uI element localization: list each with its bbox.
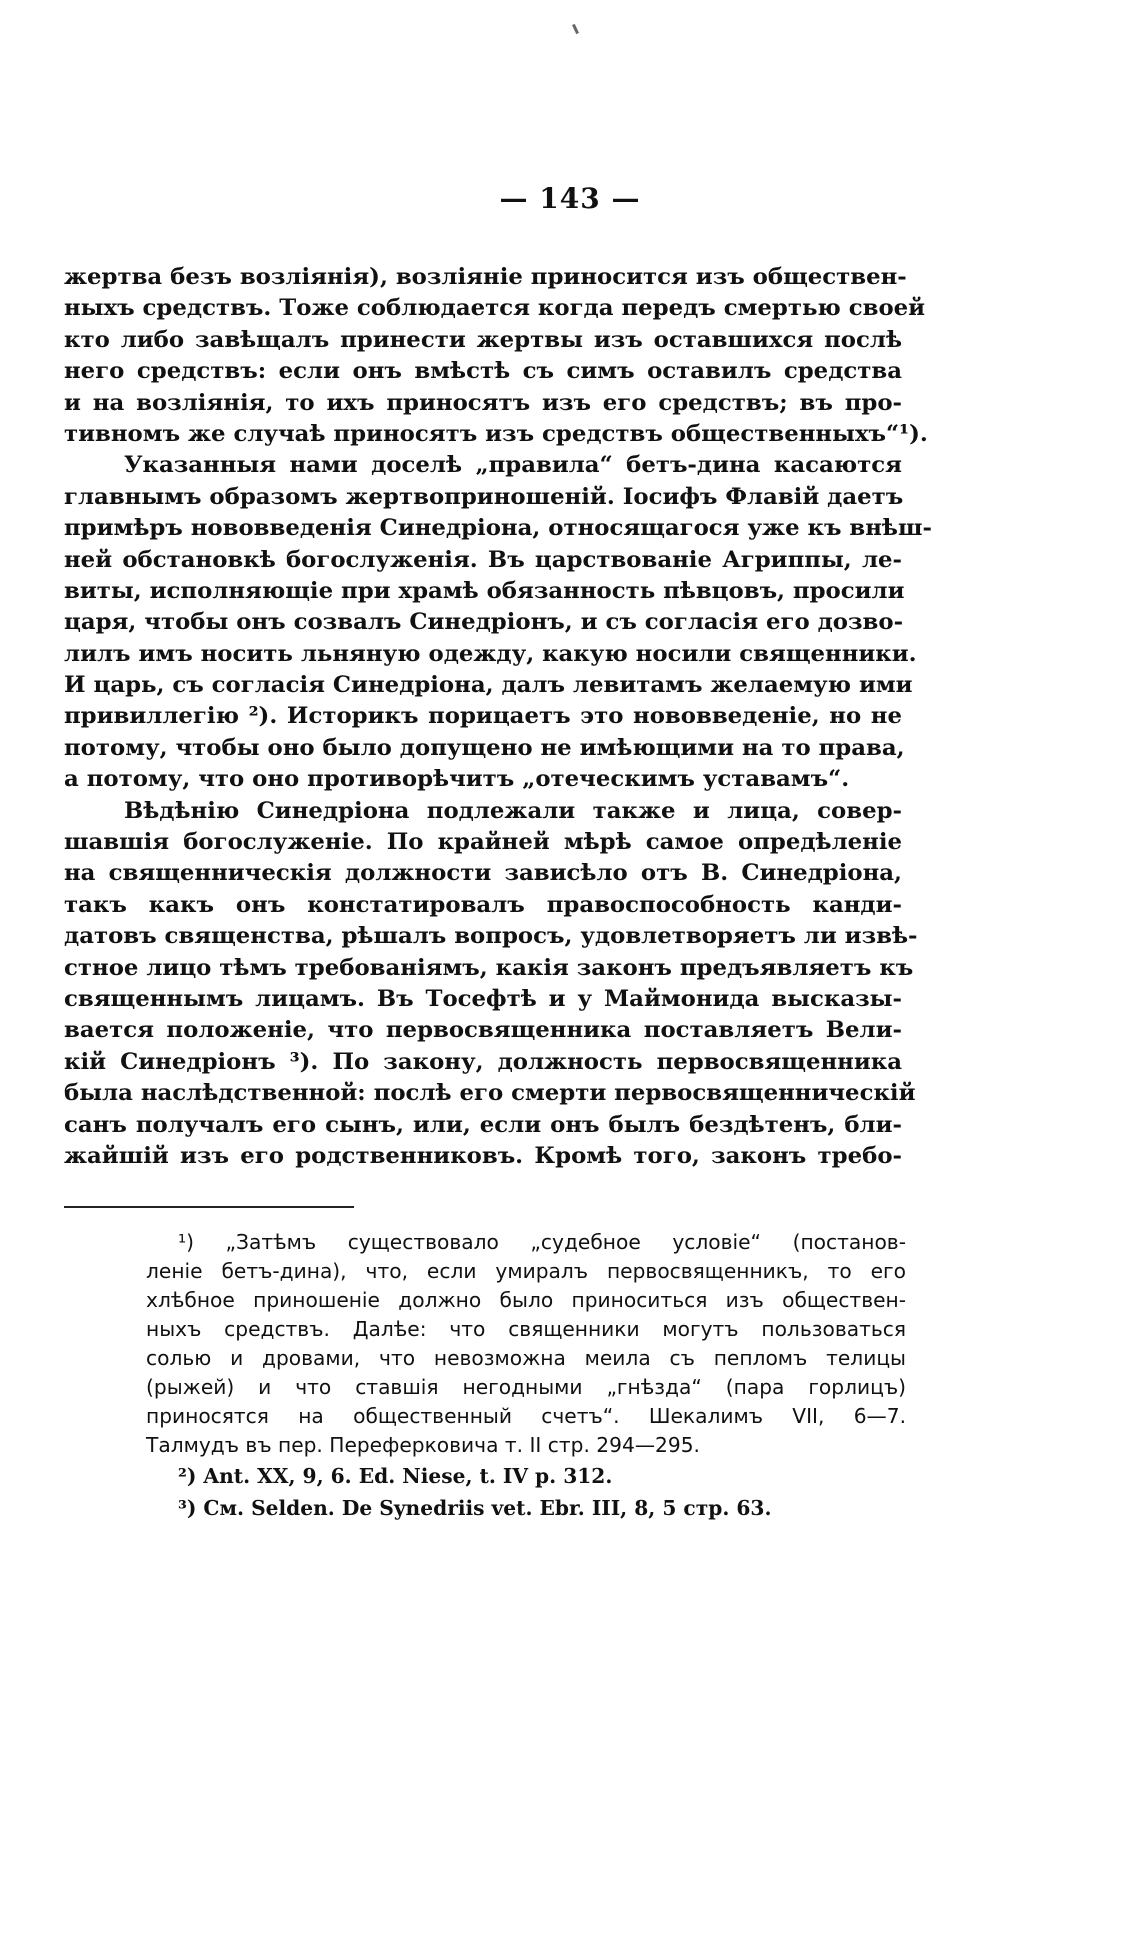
text-line: Вѣдѣнію Синедріона подлежали также и лица, совер- (124, 797, 902, 824)
footnote-separator (64, 1206, 354, 1208)
page-number: — 143 — (499, 182, 641, 215)
text-line: главнымъ образомъ жертвоприношеній. Іосифъ Флавій даетъ (64, 483, 904, 510)
text-line: И царь, съ согласія Синедріона, далъ левитамъ желаемую ими (64, 672, 913, 699)
text-line: была наслѣдственной: послѣ его смерти первосвященническій (64, 1080, 916, 1107)
footnote-line: ныхъ средствъ. Далѣе: что священники могутъ пользоваться (146, 1317, 906, 1341)
footnote-line: солью и дровами, что невозможна меила съ пепломъ телицы (146, 1346, 906, 1370)
footnote-line: ¹) „Затѣмъ существовало „судебное условіе“ (постанов- (178, 1230, 906, 1254)
footnotes (146, 1228, 906, 1524)
text-line: примѣръ нововведенія Синедріона, относящагося уже къ внѣш- (64, 515, 932, 542)
text-line: виты, исполняющіе при храмѣ обязанность пѣвцовъ, просили (64, 577, 905, 604)
footnote-1 (146, 1228, 906, 1460)
text-line: священнымъ лицамъ. Въ Тосефтѣ и у Маймонида высказы- (64, 985, 902, 1012)
footnote-line: приносятся на общественный счетъ“. Шекалимъ VII, 6—7. (146, 1404, 906, 1428)
text-line: него средствъ: если онъ вмѣстѣ съ симъ оставилъ средства (64, 358, 902, 385)
text-line: царя, чтобы онъ созвалъ Синедріонъ, и съ согласія его дозво- (64, 609, 904, 636)
text-line: шавшія богослуженіе. По крайней мѣрѣ самое опредѣленіе (64, 829, 902, 856)
text-line: Указанныя нами доселѣ „правила“ бетъ-дина касаются (124, 452, 902, 479)
footnote-line: (рыжей) и что ставшія негодными „гнѣзда“ (пара горлицъ) (146, 1375, 906, 1399)
text-line: санъ получалъ его сынъ, или, если онъ былъ бездѣтенъ, бли- (64, 1111, 902, 1138)
text-line: кто либо завѣщалъ принести жертвы изъ оставшихся послѣ (64, 326, 902, 353)
text-line: стное лицо тѣмъ требованіямъ, какія законъ предъявляетъ къ (64, 954, 914, 981)
footnote-line: леніе бетъ-дина), что, если умиралъ первосвященникъ, то его (146, 1259, 906, 1283)
text-line: привиллегію ²). Историкъ порицаетъ это нововведеніе, но не (64, 703, 902, 730)
text-line: и на возліянія, то ихъ приносятъ изъ его средствъ; въ про- (64, 389, 902, 416)
text-line: ныхъ средствъ. Тоже соблюдается когда передъ смертью своей (64, 295, 926, 322)
footnote-2: ²) Ant. XX, 9, 6. Ed. Niese, t. IV p. 312. (178, 1464, 613, 1488)
text-line: кій Синедріонъ ³). По закону, должность первосвященника (64, 1048, 902, 1075)
text-line: жертва безъ возліянія), возліяніе приносится изъ обществен- (64, 264, 907, 290)
text-line: на священническія должности зависѣло отъ В. Синедріона, (64, 860, 902, 887)
text-line: тивномъ же случаѣ приносятъ изъ средствъ общественныхъ“¹). (64, 420, 928, 447)
text-line: потому, чтобы оно было допущено не имѣющими на то права, (64, 734, 905, 761)
text-line: ней обстановкѣ богослуженія. Въ царствованіе Агриппы, ле- (64, 546, 902, 573)
text-line: такъ какъ онъ констатировалъ правоспособность канди- (64, 891, 902, 918)
footnote-line: хлѣбное приношеніе должно было приноситься изъ обществен- (146, 1288, 906, 1312)
text-line: а потому, что оно противорѣчитъ „отеческимъ уставамъ“. (64, 766, 850, 793)
text-line: датовъ священства, рѣшалъ вопросъ, удовлетворяетъ ли извѣ- (64, 923, 918, 950)
footnote-line: Талмудъ въ пер. Переферковича т. II стр. 294—295. (146, 1433, 700, 1457)
main-text (64, 262, 932, 1172)
footnote-3: ³) См. Selden. De Synedriis vet. Ebr. III, 8, 5 стр. 63. (178, 1496, 772, 1520)
scan-speck (572, 24, 579, 34)
text-line: жайшій изъ его родственниковъ. Кромѣ того, законъ требо- (64, 1142, 902, 1169)
text-line: лилъ имъ носить льняную одежду, какую носили священники. (64, 640, 917, 667)
text-line: вается положеніе, что первосвященника поставляетъ Вели- (64, 1017, 902, 1044)
